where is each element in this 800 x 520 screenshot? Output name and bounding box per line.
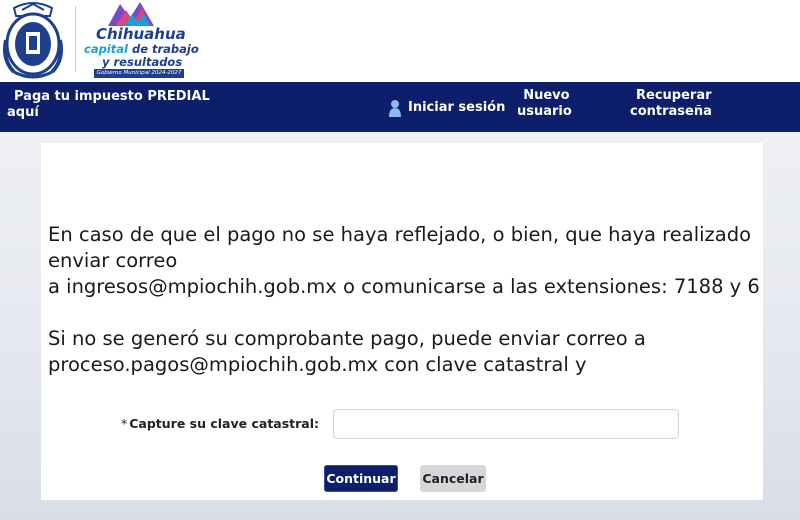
notice-line: Si no se generó su comprobante pago, puede enviar correo a [48, 327, 646, 350]
brand-title: Chihuahua [96, 25, 186, 43]
header-divider [75, 6, 76, 72]
notice-line: proceso.pagos@mpiochih.gob.mx con clave catastral y [48, 353, 587, 376]
nav-predial-line2: aquí [7, 105, 39, 120]
payment-notice [48, 222, 800, 394]
clave-catastral-label [121, 416, 319, 431]
nav-new-user-line2: usuario [517, 104, 572, 119]
cancel-button[interactable]: Cancelar [420, 465, 486, 492]
notice-line: enviar correo [48, 249, 178, 272]
brand-subtitle-line1 [84, 42, 199, 56]
clave-catastral-input[interactable] [333, 409, 679, 439]
user-icon [388, 99, 402, 117]
required-mark: * [121, 416, 128, 431]
mountains-logo-icon [106, 0, 156, 26]
brand-logo [84, 0, 199, 80]
main-nav [0, 82, 800, 132]
municipal-seal-logo [0, 0, 66, 80]
brand-subtitle-rest: de trabajo [127, 42, 199, 56]
nav-new-user-line1: Nuevo [523, 88, 570, 103]
nav-login-label: Iniciar sesión [408, 100, 506, 115]
nav-recover-line2: contraseña [630, 104, 712, 119]
nav-login-link[interactable] [388, 99, 505, 117]
notice-spacer [48, 300, 800, 326]
brand-tagline: Gobierno Municipal 2024-2027 [94, 69, 184, 78]
notice-line: a ingresos@mpiochih.gob.mx o comunicarse a las extensiones: 7188 y 6 [48, 275, 760, 298]
nav-pay-predial-link[interactable] [7, 90, 210, 121]
nav-new-user-link[interactable] [517, 89, 572, 120]
site-header [0, 0, 800, 82]
nav-predial-line1: Paga tu impuesto PREDIAL [14, 89, 210, 104]
clave-label-text: Capture su clave catastral: [129, 416, 320, 431]
brand-subtitle-line2: y resultados [102, 55, 183, 69]
brand-subtitle-accent: capital [84, 42, 128, 56]
nav-recover-password-link[interactable] [630, 89, 712, 120]
nav-recover-line1: Recuperar [636, 88, 712, 103]
continue-button[interactable]: Continuar [324, 465, 398, 492]
notice-line: En caso de que el pago no se haya reflejado, o bien, que haya realizado [48, 223, 752, 246]
